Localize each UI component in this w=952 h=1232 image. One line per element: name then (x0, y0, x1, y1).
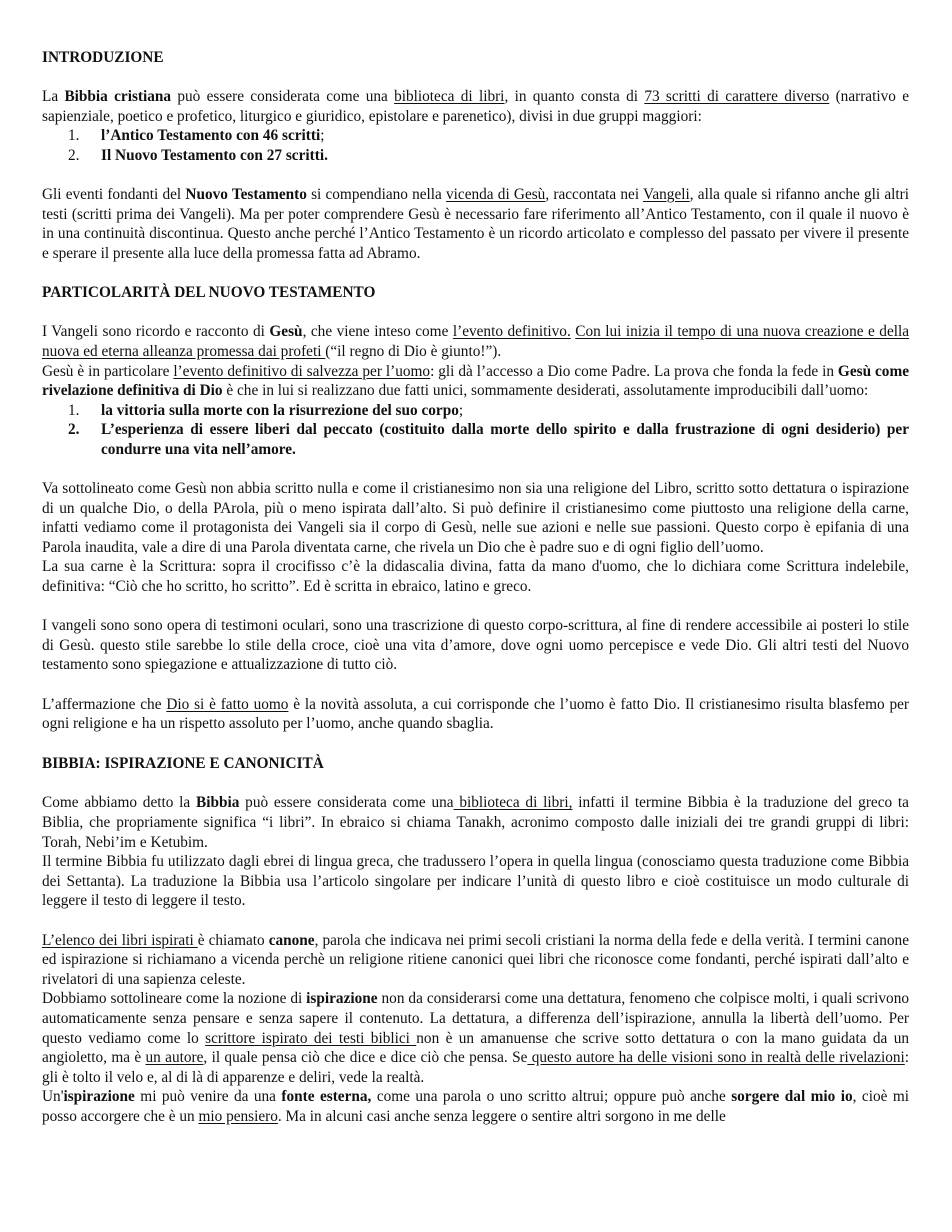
list-item: 1. l’Antico Testamento con 46 scritti; (68, 127, 325, 145)
nt-paragraph-2: Gesù è in particolare l’evento definitivo di salvezza per l’uomo: gli dà l’accesso a Dio come Padre. La prova che fonda la fede in Gesù come rivelazione definitiva di Dio è che in lui si realizzano due fatti unici, sommamente desiderati, assolutamente improducibili dall’uomo: (42, 362, 909, 400)
bib-paragraph-4: Dobbiamo sottolineare come la nozione di ispirazione non da considerarsi come una dettatura, fenomeno che colpisce molti, i quali scrivono automaticamente senza pensare e senza sapere il contenuto. La dettatura, a differenza dell’ispirazione, annulla la libertà dell’uomo. Per questo vediamo come lo scrittore ispirato dei testi biblici non è un amanuense che scrive sotto dettatura o con la mano guidata da un angioletto, ma è un autore, il quale pensa ciò che dice e dice ciò che pensa. Se questo autore ha delle visioni sono in realtà delle rivelazioni: gli è tolto il velo e, al di là di apparenze e deliri, vede la realtà. (42, 990, 910, 1086)
document-page (42, 48, 909, 1126)
bib-paragraph-5: Un'ispirazione mi può venire da una fonte esterna, come una parola o uno scritto altrui; oppure può anche sorgere dal mio io, cioè mi posso accorgere che è un mio pensiero. Ma in alcuni casi anche senza leggere o sentire altri sorgono in me delle (42, 1088, 909, 1125)
list-item: 2. L’esperienza di essere liberi dal peccato (costituito dalla morte dello spirito e dalla frustrazione di ogni desiderio) per condurre una vita nell’amore. (68, 421, 909, 458)
bib-paragraph-3: L’elenco dei libri ispirati è chiamato canone, parola che indicava nei primi secoli cristiani la norma della fede e della verità. I termini canone ed ispirazione si richiamano a vicenda perchè un religione ritiene canonici quei libri che riconosce come fondanti, perché ispirati dall’alto e rivelatori di una sapienza celeste. (42, 931, 909, 988)
nt-list (42, 401, 909, 460)
intro-paragraph-1: La Bibbia cristiana può essere considerata come una biblioteca di libri, in quanto consta di 73 scritti di carattere diverso (narrativo e sapienziale, poetico e profetico, liturgico e giuridico, epistolare e parenetico), divisi in due gruppi maggiori: (42, 88, 909, 125)
heading-bibbia: BIBBIA: ISPIRAZIONE E CANONICITÀ (42, 754, 324, 772)
intro-list (42, 126, 909, 165)
heading-particolarita: PARTICOLARITÀ DEL NUOVO TESTAMENTO (42, 284, 376, 302)
nt-paragraph-6: L’affermazione che Dio si è fatto uomo è la novità assoluta, a cui corrisponde che l’uomo è fatto Dio. Il cristianesimo risulta blasfemo per ogni religione e ha un rispetto assoluto per l’uomo, anche quando sbaglia. (42, 695, 909, 733)
bib-paragraph-2: Il termine Bibbia fu utilizzato dagli ebrei di lingua greca, che tradussero l’opera in quella lingua (conosciamo questa traduzione come Bibbia dei Settanta). La traduzione la Bibbia usa l’articolo singolare per indicare l’unità di questo libro e cioè costituisce un modo culturale di leggere il testo di leggere il testo. (42, 853, 909, 910)
bib-paragraph-1: Come abbiamo detto la Bibbia può essere considerata come una biblioteca di libri, infatti il termine Bibbia è la traduzione del greco ta Biblia, che propriamente significa “i libri”. In ebraico si chiama Tanakh, acronimo composto dalle iniziali dei tre grandi gruppi di libri: Torah, Nebi’im e Ketubim. (42, 794, 909, 851)
list-item: 2. Il Nuovo Testamento con 27 scritti. (68, 146, 328, 164)
nt-paragraph-4: La sua carne è la Scrittura: sopra il crocifisso c’è la didascalia divina, fatta da mano d'uomo, che lo dichiara come Scrittura indelebile, definitiva: “Ciò che ho scritto, ho scritto”. Ed è scritta in ebraico, latino e greco. (42, 558, 909, 596)
nt-paragraph-1: I Vangeli sono ricordo e racconto di Gesù, che viene inteso come l’evento definitivo. Con lui inizia il tempo di una nuova creazione e della nuova ed eterna alleanza promessa dai profeti (“il regno di Dio è giunto!”). (42, 323, 910, 360)
list-item: 1. la vittoria sulla morte con la risurrezione del suo corpo; (68, 401, 464, 419)
nt-paragraph-5: I vangeli sono sono opera di testimoni oculari, sono una trascrizione di questo corpo-scrittura, al fine di rendere accessibile ai posteri lo stile di Gesù. questo stile sarebbe lo stile della croce, cioè una vita d’amore, dove ogni uomo percepisce e vede Dio. Gli altri testi del Nuovo testamento sono spiegazione e attualizzazione di tutto ciò. (42, 617, 909, 674)
intro-paragraph-2: Gli eventi fondanti del Nuovo Testamento si compendiano nella vicenda di Gesù, raccontata nei Vangeli, alla quale si rifanno anche gli altri testi (scritti prima dei Vangeli). Ma per poter comprendere Gesù è necessario fare riferimento all’Antico Testamento, con il quale il nuovo è in una continuità discontinua. Questo anche perché l’Antico Testamento è un ricordo articolato e complesso del passato per vivere il presente e sperare il presente alla luce della promessa fatta ad Abramo. (42, 186, 909, 262)
heading-introduzione: INTRODUZIONE (42, 49, 164, 66)
nt-paragraph-3: Va sottolineato come Gesù non abbia scritto nulla e come il cristianesimo non sia una religione del Libro, scritto sotto dettatura o ispirazione di un qualche Dio, o della PArola, più o meno ispirata dall’alto. Si può definire il cristianesimo come piuttosto una religione della carne, infatti vediamo come il protagonista dei Vangeli sia il corpo di Gesù, nelle sue azioni e nelle sue passioni. Questo corpo è epifania di una Parola inaudita, vale a dire di una Parola diventata carne, che rivela un Dio che è padre suo e di ogni figlio dell’uomo. (42, 480, 909, 556)
